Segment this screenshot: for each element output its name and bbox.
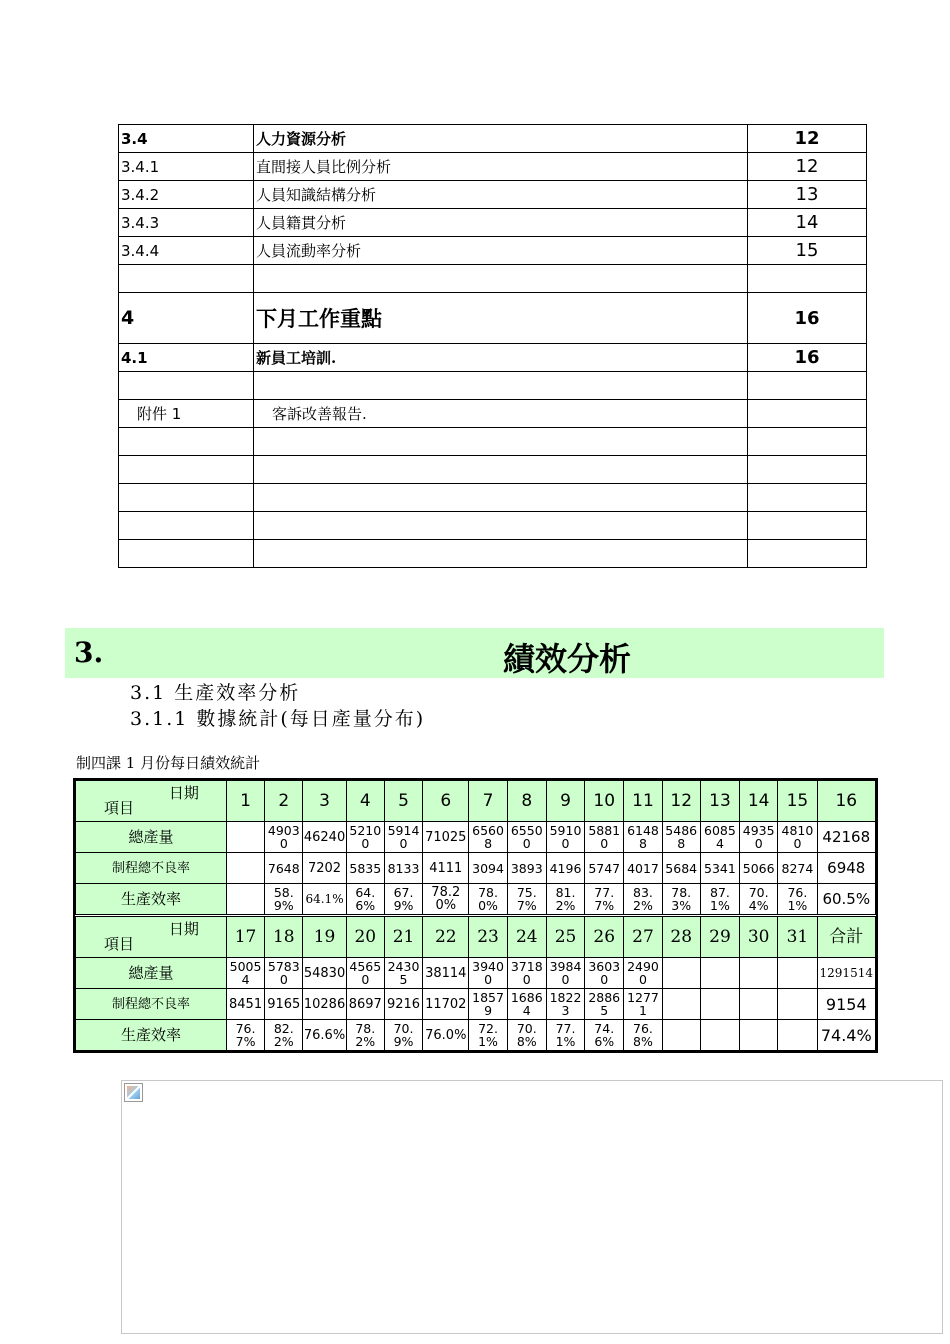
toc-number: 3.4 [119, 125, 254, 153]
day-header: 6 [423, 781, 469, 822]
day-header: 24 [507, 916, 546, 958]
day-header: 11 [624, 781, 662, 822]
toc-title [254, 540, 748, 568]
toc-number [119, 540, 254, 568]
toc-row [119, 428, 867, 456]
efficiency-cell: 76.7% [226, 1020, 264, 1051]
toc-row [119, 400, 867, 428]
day-header: 3 [303, 781, 346, 822]
day-header: 29 [700, 916, 739, 958]
efficiency-cell: 74.4% [817, 1020, 875, 1051]
toc-row [119, 372, 867, 400]
total-output-cell: 60854 [700, 822, 739, 853]
toc-number: 3.4.4 [119, 237, 254, 265]
total-output-cell: 50054 [226, 958, 264, 989]
day-header: 22 [423, 916, 469, 958]
toc-number: 4 [119, 293, 254, 344]
section-banner [65, 628, 884, 678]
efficiency-cell: 78.0% [469, 884, 507, 916]
efficiency-cell [226, 884, 264, 916]
toc-number [119, 265, 254, 293]
toc-title: 人員流動率分析 [254, 237, 748, 265]
efficiency-cell: 74.6% [585, 1020, 624, 1051]
defect-count-cell [778, 989, 817, 1020]
total-output-cell: 57830 [265, 958, 303, 989]
toc-number [119, 484, 254, 512]
defect-count-cell: 9165 [265, 989, 303, 1020]
total-output-cell: 65500 [507, 822, 546, 853]
toc-page: 16 [748, 344, 867, 372]
day-header: 14 [740, 781, 778, 822]
toc-number: 4.1 [119, 344, 254, 372]
defect-count-cell: 12771 [624, 989, 662, 1020]
defect-count-cell: 8133 [384, 853, 422, 884]
total-output-cell [778, 958, 817, 989]
efficiency-cell: 82.2% [265, 1020, 303, 1051]
day-header: 9 [546, 781, 584, 822]
day-header: 31 [778, 916, 817, 958]
efficiency-cell: 81.2% [546, 884, 584, 916]
toc-title [254, 512, 748, 540]
defect-count-cell: 7648 [265, 853, 303, 884]
defect-count-cell: 9216 [384, 989, 422, 1020]
day-header: 8 [507, 781, 546, 822]
efficiency-cell: 76.0% [423, 1020, 469, 1051]
day-header: 18 [265, 916, 303, 958]
total-output-cell: 61488 [624, 822, 662, 853]
toc-row [119, 484, 867, 512]
efficiency-cell [662, 1020, 700, 1051]
efficiency-cell: 77.1% [546, 1020, 584, 1051]
day-header: 12 [662, 781, 700, 822]
toc-page: 13 [748, 181, 867, 209]
broken-image-icon [124, 1083, 143, 1102]
toc-number: 附件 1 [119, 400, 254, 428]
day-header: 1 [226, 781, 264, 822]
total-output-cell: 46240 [303, 822, 346, 853]
total-output-cell: 59140 [384, 822, 422, 853]
row-label: 制程總不良率 [76, 989, 227, 1020]
efficiency-cell: 70.8% [507, 1020, 546, 1051]
total-output-cell: 45650 [346, 958, 384, 989]
toc-number: 3.4.1 [119, 153, 254, 181]
date-header-row [76, 916, 876, 958]
toc-page: 15 [748, 237, 867, 265]
total-output-cell: 42168 [817, 822, 875, 853]
total-output-cell: 49350 [740, 822, 778, 853]
defect-count-cell: 6948 [817, 853, 875, 884]
total-output-cell: 54830 [303, 958, 346, 989]
defect-count-row [76, 989, 876, 1020]
efficiency-cell: 83.2% [624, 884, 662, 916]
efficiency-cell [778, 1020, 817, 1051]
efficiency-cell: 70.4% [740, 884, 778, 916]
defect-count-cell: 3094 [469, 853, 507, 884]
efficiency-cell: 76.1% [778, 884, 817, 916]
defect-count-cell: 5747 [585, 853, 624, 884]
day-header: 25 [546, 916, 584, 958]
day-header: 2 [265, 781, 303, 822]
day-header: 4 [346, 781, 384, 822]
row-label: 制程總不良率 [76, 853, 227, 884]
day-header: 27 [624, 916, 662, 958]
row-label: 總產量 [76, 822, 227, 853]
defect-count-cell: 9154 [817, 989, 875, 1020]
toc-number: 3.4.2 [119, 181, 254, 209]
defect-count-cell: 8274 [778, 853, 817, 884]
defect-count-cell: 7202 [303, 853, 346, 884]
toc-title: 新員工培訓. [254, 344, 748, 372]
defect-count-cell: 5341 [700, 853, 739, 884]
toc-title: 人員籍貫分析 [254, 209, 748, 237]
defect-count-cell: 8697 [346, 989, 384, 1020]
toc-title: 直間接人員比例分析 [254, 153, 748, 181]
total-output-cell: 37180 [507, 958, 546, 989]
total-output-row [76, 822, 876, 853]
table-of-contents [118, 124, 867, 568]
total-output-cell: 24900 [624, 958, 662, 989]
efficiency-cell: 72.1% [469, 1020, 507, 1051]
efficiency-cell: 67.9% [384, 884, 422, 916]
defect-count-cell [226, 853, 264, 884]
toc-page [748, 265, 867, 293]
toc-row [119, 540, 867, 568]
toc-page [748, 428, 867, 456]
efficiency-cell: 78.3% [662, 884, 700, 916]
total-output-cell: 48100 [778, 822, 817, 853]
corner-date-label: 日期 [168, 784, 199, 802]
toc-row [119, 237, 867, 265]
day-header: 13 [700, 781, 739, 822]
defect-count-cell: 5066 [740, 853, 778, 884]
total-output-cell: 52100 [346, 822, 384, 853]
section-title: 績效分析 [503, 640, 632, 678]
toc-page [748, 372, 867, 400]
defect-count-cell: 5684 [662, 853, 700, 884]
total-output-cell: 1291514 [817, 958, 875, 989]
row-label: 總產量 [76, 958, 227, 989]
defect-count-cell: 3893 [507, 853, 546, 884]
corner-item-label: 項目 [104, 799, 135, 817]
defect-count-cell: 28865 [585, 989, 624, 1020]
efficiency-cell: 78.2% [346, 1020, 384, 1051]
toc-number [119, 372, 254, 400]
defect-count-cell: 18223 [546, 989, 584, 1020]
corner-header [76, 781, 227, 822]
efficiency-row [76, 884, 876, 916]
toc-title [254, 428, 748, 456]
efficiency-cell [700, 1020, 739, 1051]
day-header: 19 [303, 916, 346, 958]
defect-count-cell [740, 989, 778, 1020]
day-header: 26 [585, 916, 624, 958]
total-output-cell [226, 822, 264, 853]
toc-number [119, 456, 254, 484]
day-header: 合計 [817, 916, 875, 958]
defect-count-cell: 5835 [346, 853, 384, 884]
toc-title [254, 265, 748, 293]
subheading-production-efficiency: 3.1 生產效率分析 [130, 682, 301, 704]
total-output-cell: 58810 [585, 822, 624, 853]
row-label: 生產效率 [76, 1020, 227, 1051]
defect-count-cell [662, 989, 700, 1020]
total-output-cell: 65608 [469, 822, 507, 853]
day-header: 21 [384, 916, 422, 958]
day-header: 28 [662, 916, 700, 958]
toc-page: 16 [748, 293, 867, 344]
defect-count-row [76, 853, 876, 884]
efficiency-cell: 75.7% [507, 884, 546, 916]
corner-header [76, 916, 227, 958]
image-placeholder [121, 1080, 943, 1334]
toc-row [119, 512, 867, 540]
toc-page [748, 512, 867, 540]
section-number: 3. [74, 636, 104, 669]
toc-page: 12 [748, 125, 867, 153]
corner-date-label: 日期 [168, 920, 199, 938]
efficiency-cell: 87.1% [700, 884, 739, 916]
total-output-cell: 71025 [423, 822, 469, 853]
defect-count-cell: 11702 [423, 989, 469, 1020]
total-output-cell: 39840 [546, 958, 584, 989]
toc-page [748, 484, 867, 512]
efficiency-cell: 64.1% [303, 884, 346, 916]
day-header: 16 [817, 781, 875, 822]
toc-row [119, 209, 867, 237]
day-header: 10 [585, 781, 624, 822]
total-output-cell: 36030 [585, 958, 624, 989]
defect-count-cell: 4017 [624, 853, 662, 884]
toc-title: 下月工作重點 [254, 293, 748, 344]
toc-title: 人員知識結構分析 [254, 181, 748, 209]
toc-row [119, 344, 867, 372]
total-output-cell: 38114 [423, 958, 469, 989]
toc-page [748, 456, 867, 484]
toc-page: 12 [748, 153, 867, 181]
subheading-data-statistics: 3.1.1 數據統計(每日產量分布) [130, 708, 426, 730]
efficiency-cell: 60.5% [817, 884, 875, 916]
defect-count-cell: 4111 [423, 853, 469, 884]
efficiency-row [76, 1020, 876, 1051]
toc-title [254, 372, 748, 400]
total-output-cell [740, 958, 778, 989]
day-header: 17 [226, 916, 264, 958]
defect-count-cell: 18579 [469, 989, 507, 1020]
toc-row [119, 153, 867, 181]
toc-title [254, 484, 748, 512]
defect-count-cell: 10286 [303, 989, 346, 1020]
efficiency-cell: 76.6% [303, 1020, 346, 1051]
efficiency-cell: 78.20% [423, 884, 469, 916]
toc-row [119, 181, 867, 209]
date-header-row [76, 781, 876, 822]
defect-count-cell: 4196 [546, 853, 584, 884]
toc-row [119, 293, 867, 344]
total-output-cell: 54868 [662, 822, 700, 853]
total-output-cell [700, 958, 739, 989]
table-caption: 制四課 1 月份每日績效統計 [76, 754, 261, 772]
day-header: 30 [740, 916, 778, 958]
toc-page [748, 400, 867, 428]
efficiency-cell [740, 1020, 778, 1051]
efficiency-cell: 64.6% [346, 884, 384, 916]
toc-page: 14 [748, 209, 867, 237]
toc-page [748, 540, 867, 568]
toc-number: 3.4.3 [119, 209, 254, 237]
total-output-cell: 59100 [546, 822, 584, 853]
total-output-cell: 39400 [469, 958, 507, 989]
total-output-cell [662, 958, 700, 989]
corner-item-label: 項目 [104, 935, 135, 953]
day-header: 23 [469, 916, 507, 958]
defect-count-cell: 16864 [507, 989, 546, 1020]
toc-title: 客訴改善報告. [254, 400, 748, 428]
toc-row [119, 125, 867, 153]
defect-count-cell: 8451 [226, 989, 264, 1020]
toc-number [119, 512, 254, 540]
day-header: 20 [346, 916, 384, 958]
toc-row [119, 265, 867, 293]
efficiency-cell: 76.8% [624, 1020, 662, 1051]
total-output-row [76, 958, 876, 989]
total-output-cell: 24305 [384, 958, 422, 989]
toc-number [119, 428, 254, 456]
total-output-cell: 49030 [265, 822, 303, 853]
efficiency-cell: 58.9% [265, 884, 303, 916]
defect-count-cell [700, 989, 739, 1020]
toc-title [254, 456, 748, 484]
day-header: 7 [469, 781, 507, 822]
efficiency-cell: 77.7% [585, 884, 624, 916]
toc-title: 人力資源分析 [254, 125, 748, 153]
toc-row [119, 456, 867, 484]
row-label: 生產效率 [76, 884, 227, 916]
performance-table [73, 778, 878, 1053]
day-header: 15 [778, 781, 817, 822]
efficiency-cell: 70.9% [384, 1020, 422, 1051]
day-header: 5 [384, 781, 422, 822]
